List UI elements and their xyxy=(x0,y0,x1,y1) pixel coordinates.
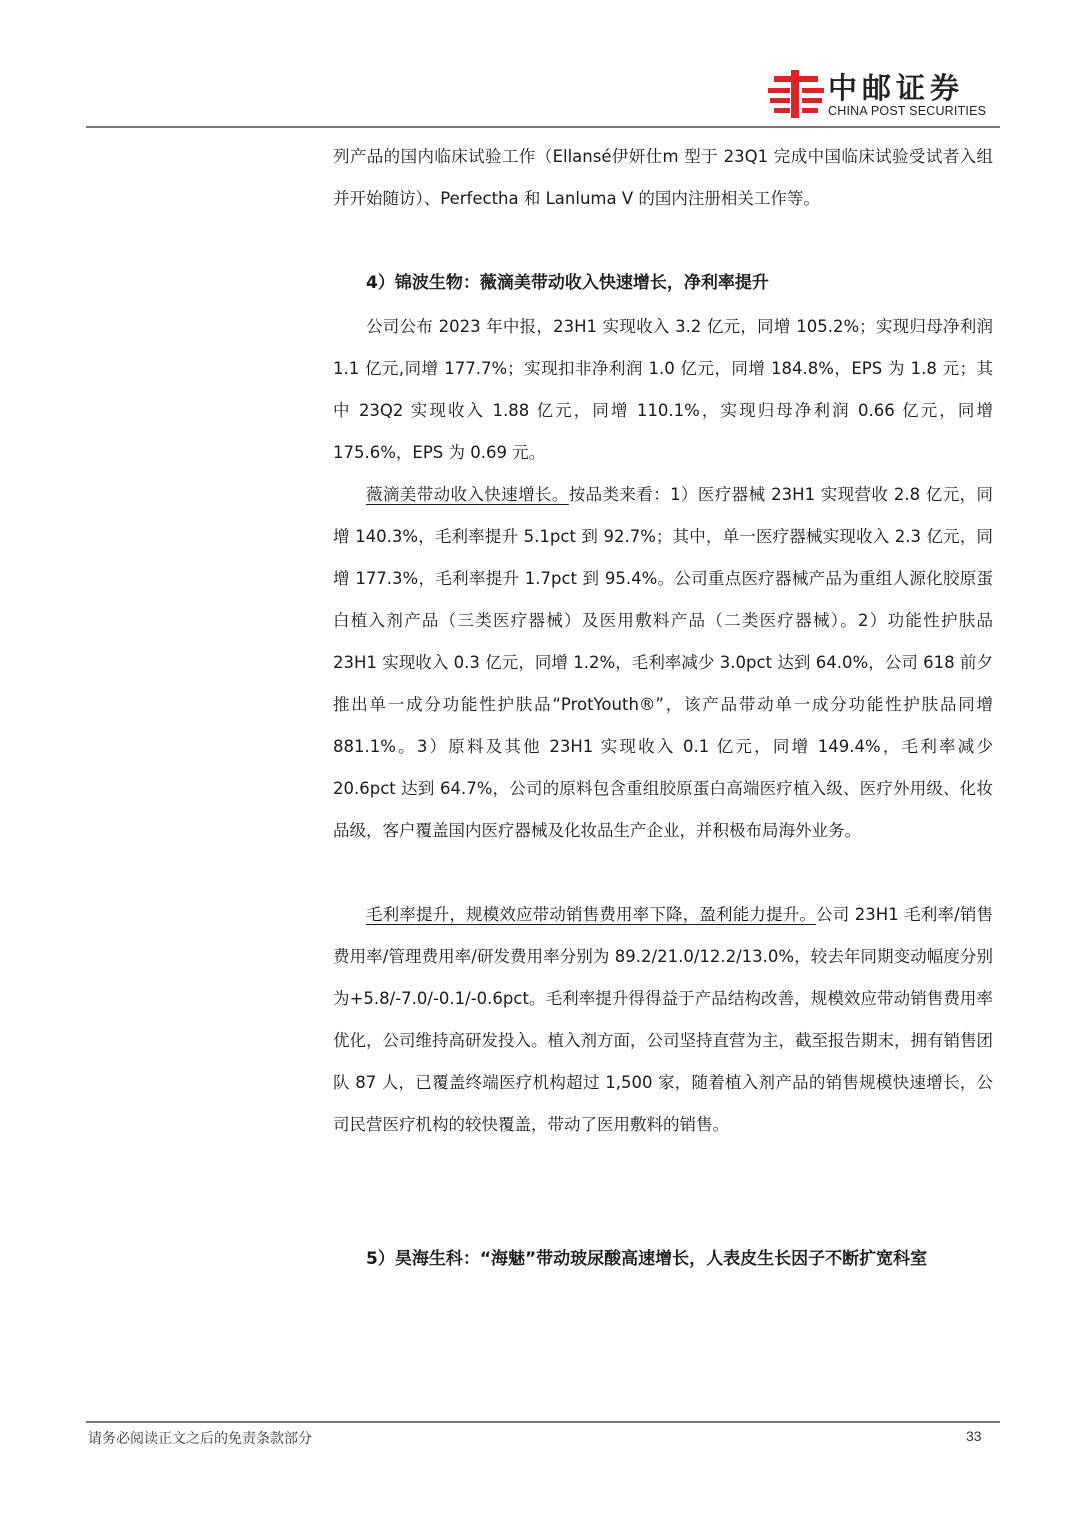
paragraph-continued: 列产品的国内临床试验工作（Ellansé伊妍仕m 型于 23Q1 完成中国临床试验受试者入组并开始随访）、Perfectha 和 Lanluma V 的国内注册相关工作等。 xyxy=(333,147,993,208)
logo-chinese-name: 中邮证券 xyxy=(828,71,965,105)
page-number: 33 xyxy=(966,1428,982,1444)
header-divider xyxy=(86,126,1000,128)
paragraph-revenue-breakdown xyxy=(333,474,993,852)
company-logo xyxy=(766,68,998,120)
logo-english-name: CHINA POST SECURITIES xyxy=(828,104,987,118)
paragraph-lead-underlined: 毛利率提升，规模效应带动销售费用率下降，盈利能力提升。 xyxy=(366,905,817,924)
footer-divider xyxy=(86,1421,1000,1423)
paragraph-body: 按品类来看：1）医疗器械 23H1 实现营收 2.8 亿元，同增 140.3%，毛利率提升 5.1pct 到 92.7%；其中，单一医疗器械实现收入 2.3 亿元，同增 177.3%，毛利率提升 1.7pct 到 95.4%。公司重点医疗器械产品为重组人源化胶原蛋白植入剂产品（三类医疗器械）及医用敷料产品（二类医疗器械）。2）功能性护肤品 23H1 实现收入 0.3 亿元，同增 1.2%，毛利率减少 3.0pct 达到 64.0%，公司 618 前夕推出单一成分功能性护肤品“ProtYouth®”，该产品带动单一成分功能性护肤品同增 881.1%。3）原料及其他 23H1 实现收入 0.1 亿元，同增 149.4%，毛利率减少 20.6pct 达到 64.7%，公司的原料包含重组胶原蛋白高端医疗植入级、医疗外用级、化妆品级，客户覆盖国内医疗器械及化妆品生产企业，并积极布局海外业务。 xyxy=(333,485,994,840)
footer-disclaimer: 请务必阅读正文之后的免责条款部分 xyxy=(88,1431,312,1447)
china-post-emblem-icon xyxy=(766,68,826,120)
paragraph-earnings-summary: 公司公布 2023 年中报，23H1 实现收入 3.2 亿元，同增 105.2%；实现归母净利润 1.1 亿元,同增 177.7%；实现扣非净利润 1.0 亿元，同增 184.8%，EPS 为 1.8 元；其中 23Q2 实现收入 1.88 亿元，同增 110.1%，实现归母净利润 0.66 亿元，同增 175.6%，EPS 为 0.69 元。 xyxy=(333,317,993,462)
paragraph-body: 公司 23H1 毛利率/销售费用率/管理费用率/研发费用率分别为 89.2/21.0/12.2/13.0%，较去年同期变动幅度分别为+5.8/-7.0/-0.1/-0.6pct。毛利率提升得得益于产品结构改善，规模效应带动销售费用率优化，公司维持高研发投入。植入剂方面，公司坚持直营为主，截至报告期末，拥有销售团队 87 人，已覆盖终端医疗机构超过 1,500 家，随着植入剂产品的销售规模快速增长，公司民营医疗机构的较快覆盖，带动了医用敷料的销售。 xyxy=(333,905,994,1134)
section-heading-5: 5）昊海生科：“海魅”带动玻尿酸高速增长，人表皮生长因子不断扩宽科室 xyxy=(366,1249,928,1269)
paragraph-margin-analysis xyxy=(333,894,993,1146)
section-heading-4: 4）锦波生物：薇滴美带动收入快速增长，净利率提升 xyxy=(366,273,769,293)
paragraph-lead-underlined: 薇滴美带动收入快速增长。 xyxy=(366,485,569,504)
